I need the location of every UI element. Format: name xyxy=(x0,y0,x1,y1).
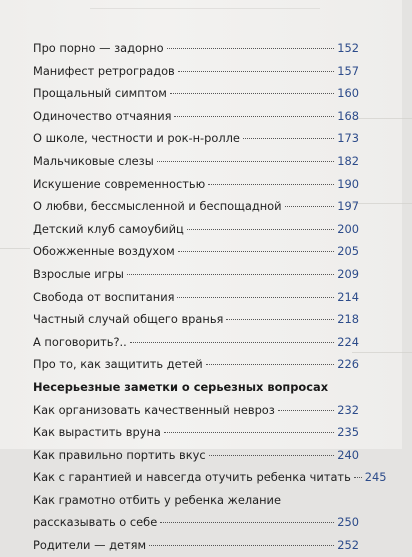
toc-page-number: 160 xyxy=(337,86,359,101)
toc-entry xyxy=(33,444,359,467)
toc-entry xyxy=(33,263,359,286)
toc-page-number: 168 xyxy=(337,108,359,123)
toc-page-number: 157 xyxy=(337,63,359,78)
toc-page-number: 235 xyxy=(337,425,359,440)
leader-dots xyxy=(127,274,334,275)
toc-page-number: 205 xyxy=(337,244,359,259)
leader-dots xyxy=(226,319,334,320)
leader-dots xyxy=(243,138,334,139)
bleed-through-mark xyxy=(352,118,412,119)
leader-dots xyxy=(160,522,334,523)
toc-entry-title: Частный случай общего вранья xyxy=(33,312,224,327)
toc-entry xyxy=(33,127,359,150)
toc-page-number: 232 xyxy=(337,402,359,417)
toc-entry-title: Как с гарантией и навсегда отучить ребенка читать xyxy=(33,470,351,485)
toc-entry xyxy=(33,37,359,60)
bleed-through-mark xyxy=(0,248,30,249)
toc-entry xyxy=(33,150,359,173)
toc-page-number: 182 xyxy=(337,153,359,168)
bleed-through-mark xyxy=(352,203,412,204)
toc-entry-title: Про порно — задорно xyxy=(33,41,164,55)
toc-entry xyxy=(33,399,359,422)
toc-page-number: 252 xyxy=(337,538,359,553)
toc-page-number: 200 xyxy=(337,221,359,236)
toc-entry xyxy=(33,466,387,489)
toc-entry xyxy=(33,353,359,376)
leader-dots xyxy=(167,48,335,49)
toc-page-number: 226 xyxy=(337,357,359,372)
toc-page-number: 224 xyxy=(337,334,359,349)
leader-dots xyxy=(178,251,335,252)
toc-entry xyxy=(33,60,359,83)
toc-page-number: 173 xyxy=(337,131,359,146)
toc-entry xyxy=(33,421,359,444)
leader-dots xyxy=(208,184,334,185)
leader-dots xyxy=(130,342,335,343)
toc-page-number: 214 xyxy=(337,289,359,304)
toc-page-number: 152 xyxy=(337,41,359,55)
toc-entry xyxy=(33,105,359,128)
toc-entry-title: Детский клуб самоубийц xyxy=(33,221,184,236)
toc-page-number: 197 xyxy=(337,199,359,214)
toc-page-number: 190 xyxy=(337,176,359,191)
leader-dots xyxy=(209,455,335,456)
toc-entry-title: О любви, бессмысленной и беспощадной xyxy=(33,199,282,214)
toc-entry-title: Родители — детям xyxy=(33,538,147,553)
toc-entry-title-continued: рассказывать о себе xyxy=(33,515,158,530)
toc-entry xyxy=(33,82,359,105)
toc-entry-title: Про то, как защитить детей xyxy=(33,357,203,372)
toc-entry xyxy=(33,331,359,354)
leader-dots xyxy=(164,432,334,433)
toc-entry xyxy=(33,195,359,218)
toc-entry xyxy=(33,218,359,241)
toc-entry xyxy=(33,240,359,263)
toc-entry-title: Свобода от воспитания xyxy=(33,289,175,304)
toc-entry-title: Взрослые игры xyxy=(33,266,124,281)
bleed-through-mark xyxy=(90,0,320,9)
leader-dots xyxy=(187,229,334,230)
toc-page-number: 209 xyxy=(337,266,359,281)
table-of-contents xyxy=(33,37,387,557)
leader-dots xyxy=(278,410,334,411)
toc-entry-title: Как правильно портить вкус xyxy=(33,447,206,462)
toc-entry-title: Манифест ретроградов xyxy=(33,63,175,78)
toc-entry-title: Как организовать качественный невроз xyxy=(33,402,275,417)
toc-entry-title: Искушение современностью xyxy=(33,176,206,191)
toc-entry-title: Мальчиковые слезы xyxy=(33,153,154,168)
toc-entry-title: А поговорить?.. xyxy=(33,334,127,349)
leader-dots xyxy=(174,116,334,117)
leader-dots xyxy=(285,206,335,207)
toc-entry xyxy=(33,173,359,196)
toc-page-number: 240 xyxy=(337,447,359,462)
toc-entry-title: Обожженные воздухом xyxy=(33,244,175,259)
toc-entry xyxy=(33,534,359,557)
toc-entry-title: Как вырастить вруна xyxy=(33,425,161,440)
toc-page-number: 245 xyxy=(364,470,387,485)
toc-page-number: 250 xyxy=(337,515,359,530)
leader-dots xyxy=(354,477,362,478)
toc-entry-title: Как грамотно отбить у ребенка желание xyxy=(33,492,281,507)
leader-dots xyxy=(157,161,335,162)
toc-entry-title: О школе, честности и рок-н-ролле xyxy=(33,131,240,146)
toc-entry-line xyxy=(33,489,359,512)
leader-dots xyxy=(178,71,335,72)
toc-entry-title: Прощальный симптом xyxy=(33,86,167,101)
toc-entry-title: Одиночество отчаяния xyxy=(33,108,172,123)
section-heading: Несерьезные заметки о серьезных вопросах xyxy=(33,379,329,394)
toc-entry xyxy=(33,511,359,534)
leader-dots xyxy=(149,545,334,546)
toc-entry xyxy=(33,286,359,309)
toc-page-number: 218 xyxy=(337,312,359,327)
leader-dots xyxy=(170,93,334,94)
bleed-through-mark xyxy=(352,352,412,353)
leader-dots xyxy=(177,297,334,298)
leader-dots xyxy=(206,364,335,365)
toc-entry xyxy=(33,308,359,331)
